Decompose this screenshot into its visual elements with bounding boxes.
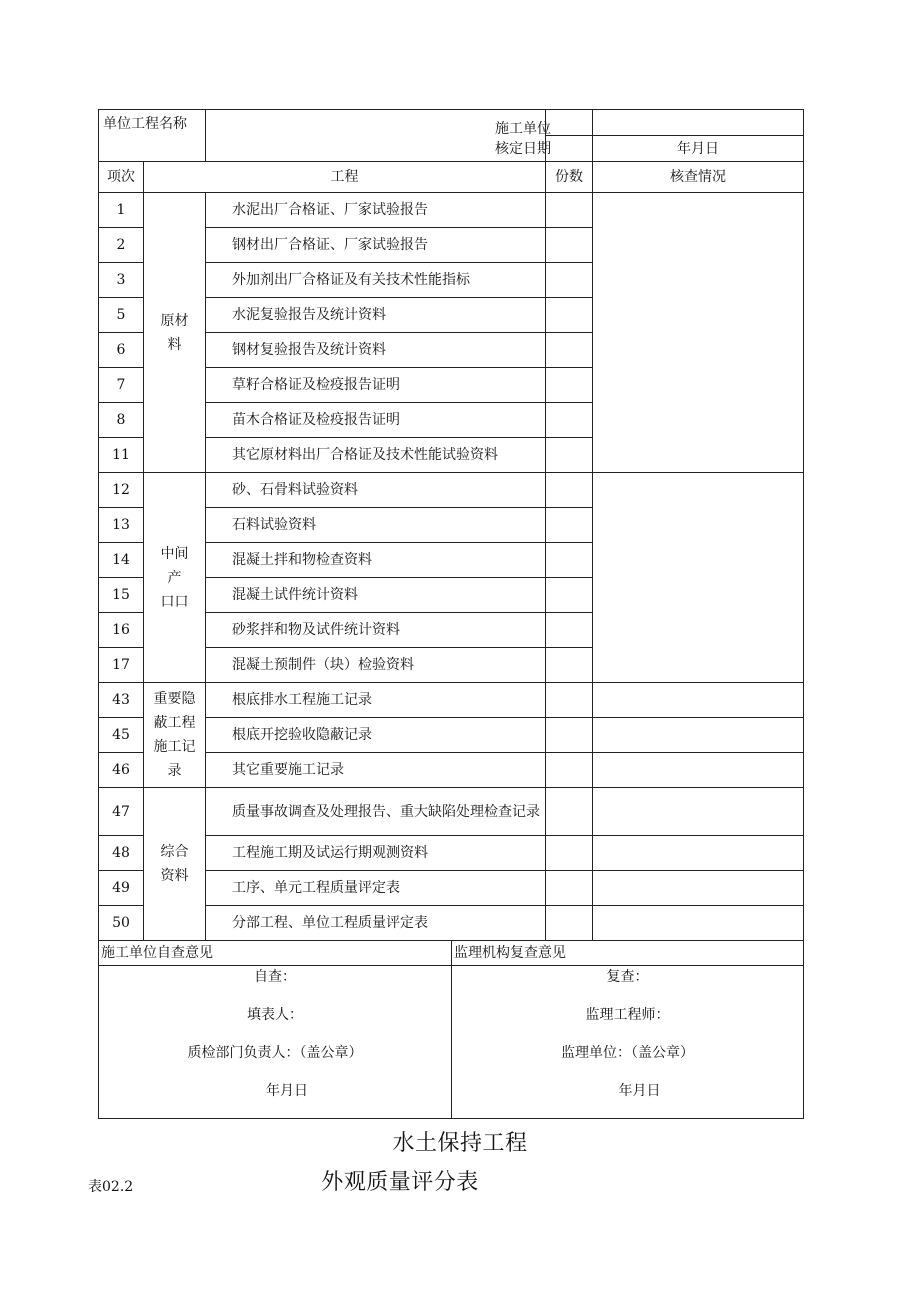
contractor-date: 年月日	[266, 1082, 308, 1099]
qc-dept-head-label: 质检部门负责人：（盖公章）	[187, 1044, 363, 1061]
row-number: 45	[99, 718, 144, 753]
copies-cell[interactable]	[546, 871, 593, 906]
construction-unit-value[interactable]	[593, 110, 804, 136]
row-number: 47	[99, 788, 144, 836]
item-description: 钢材出厂合格证、厂家试验报告	[206, 228, 546, 263]
check-date-label: 核定日期	[495, 141, 551, 157]
column-header-project: 工程	[144, 162, 546, 193]
form-title-line2: 外观质量评分表	[321, 1170, 479, 1195]
category-label-line: 产	[167, 569, 182, 586]
item-description: 草籽合格证及检疫报告证明	[206, 368, 546, 403]
category-label-line: 重要隐	[153, 691, 196, 707]
unit-name-label: 单位工程名称	[99, 110, 206, 162]
row-number: 8	[99, 403, 144, 438]
item-description: 混凝土试件统计资料	[206, 578, 546, 613]
row-number: 43	[99, 683, 144, 718]
supervising-engineer-label: 监理工程师：	[585, 1006, 670, 1023]
form-number: 表02.2	[88, 1179, 134, 1195]
status-cell[interactable]	[593, 836, 804, 871]
row-number: 2	[99, 228, 144, 263]
status-cell[interactable]	[593, 753, 804, 788]
row-number: 16	[99, 613, 144, 648]
item-description: 钢材复验报告及统计资料	[206, 333, 546, 368]
status-cell[interactable]	[593, 473, 804, 683]
row-number: 48	[99, 836, 144, 871]
copies-cell[interactable]	[546, 788, 593, 836]
table-row	[99, 473, 804, 508]
row-number: 5	[99, 298, 144, 333]
item-description: 其它原材料出厂合格证及技术性能试验资料	[206, 438, 546, 473]
column-header-status: 核查情况	[593, 162, 804, 193]
copies-cell[interactable]	[546, 508, 593, 543]
filler-label: 填表人：	[247, 1006, 303, 1023]
contractor-opinion-title: 施工单位自查意见	[99, 941, 452, 965]
contractor-opinion-body[interactable]	[99, 965, 452, 1118]
row-number: 11	[99, 438, 144, 473]
category-label-line: 料	[167, 336, 182, 353]
copies-cell[interactable]	[546, 718, 593, 753]
category-label-line: 施工记	[153, 739, 196, 755]
item-description: 工序、单元工程质量评定表	[206, 871, 546, 906]
status-cell[interactable]	[593, 193, 804, 473]
inspection-form	[98, 109, 803, 1119]
item-description: 工程施工期及试运行期观测资料	[206, 836, 546, 871]
item-description: 砂浆拌和物及试件统计资料	[206, 613, 546, 648]
item-description: 混凝土拌和物检查资料	[206, 543, 546, 578]
category-label-line: 录	[167, 763, 182, 779]
item-description: 其它重要施工记录	[206, 753, 546, 788]
copies-cell[interactable]	[546, 648, 593, 683]
category-label-line: 资料	[160, 868, 189, 884]
header-row-1	[99, 110, 804, 136]
table-row	[99, 193, 804, 228]
copies-cell[interactable]	[546, 193, 593, 228]
item-description: 砂、石骨料试验资料	[206, 473, 546, 508]
category-label-line: 口口	[160, 593, 189, 610]
status-cell[interactable]	[593, 871, 804, 906]
category-cell	[144, 683, 206, 788]
material-check-table	[98, 109, 804, 941]
review-label: 复查：	[606, 968, 649, 985]
item-description: 水泥复验报告及统计资料	[206, 298, 546, 333]
item-description: 根底开挖验收隐蔽记录	[206, 718, 546, 753]
category-cell	[144, 473, 206, 683]
row-number: 12	[99, 473, 144, 508]
column-header-row	[99, 162, 804, 193]
category-label-line: 中间	[160, 545, 189, 562]
row-number: 1	[99, 193, 144, 228]
item-description: 根底排水工程施工记录	[206, 683, 546, 718]
supervisor-opinion-body[interactable]	[452, 965, 804, 1118]
check-date-value[interactable]: 年月日	[593, 136, 804, 162]
copies-cell[interactable]	[546, 298, 593, 333]
row-number: 14	[99, 543, 144, 578]
copies-cell[interactable]	[546, 263, 593, 298]
category-label-line: 综合	[160, 844, 189, 860]
item-description: 水泥出厂合格证、厂家试验报告	[206, 193, 546, 228]
status-cell[interactable]	[593, 788, 804, 836]
supervisor-date: 年月日	[618, 1082, 661, 1099]
copies-cell[interactable]	[546, 683, 593, 718]
opinion-table	[98, 941, 804, 1119]
copies-cell[interactable]	[546, 403, 593, 438]
item-description: 苗木合格证及检疫报告证明	[206, 403, 546, 438]
category-label-line: 蔽工程	[153, 715, 196, 731]
column-header-seq: 项次	[99, 162, 144, 193]
table-row	[99, 683, 804, 718]
category-cell	[144, 788, 206, 941]
row-number: 46	[99, 753, 144, 788]
row-number: 49	[99, 871, 144, 906]
table-row	[99, 788, 804, 836]
category-label-line: 原材	[160, 312, 189, 329]
column-header-copies: 份数	[546, 162, 593, 193]
copies-cell[interactable]	[546, 836, 593, 871]
copies-cell[interactable]	[546, 753, 593, 788]
status-cell[interactable]	[593, 718, 804, 753]
self-check-label: 自查：	[254, 968, 296, 985]
copies-cell[interactable]	[546, 473, 593, 508]
copies-cell[interactable]	[546, 438, 593, 473]
copies-cell[interactable]	[546, 333, 593, 368]
supervising-unit-label: 监理单位：（盖公章）	[561, 1044, 694, 1061]
supervisor-opinion-title: 监理机构复查意见	[452, 941, 804, 965]
copies-cell[interactable]	[546, 578, 593, 613]
item-description: 分部工程、单位工程质量评定表	[206, 906, 546, 941]
copies-cell[interactable]	[546, 543, 593, 578]
row-number: 3	[99, 263, 144, 298]
row-number: 6	[99, 333, 144, 368]
item-description: 质量事故调查及处理报告、重大缺陷处理检查记录	[206, 788, 546, 836]
construction-unit-label: 施工单位	[495, 121, 551, 137]
copies-cell[interactable]	[546, 906, 593, 941]
item-description: 外加剂出厂合格证及有关技术性能指标	[206, 263, 546, 298]
status-cell[interactable]	[593, 906, 804, 941]
row-number: 13	[99, 508, 144, 543]
copies-cell[interactable]	[546, 368, 593, 403]
row-number: 7	[99, 368, 144, 403]
status-cell[interactable]	[593, 683, 804, 718]
row-number: 17	[99, 648, 144, 683]
copies-cell[interactable]	[546, 228, 593, 263]
form-title-line1: 水土保持工程	[392, 1131, 528, 1156]
copies-cell[interactable]	[546, 613, 593, 648]
row-number: 15	[99, 578, 144, 613]
row-number: 50	[99, 906, 144, 941]
item-description: 混凝土预制件（块）检验资料	[206, 648, 546, 683]
item-description: 石料试验资料	[206, 508, 546, 543]
category-cell	[144, 193, 206, 473]
